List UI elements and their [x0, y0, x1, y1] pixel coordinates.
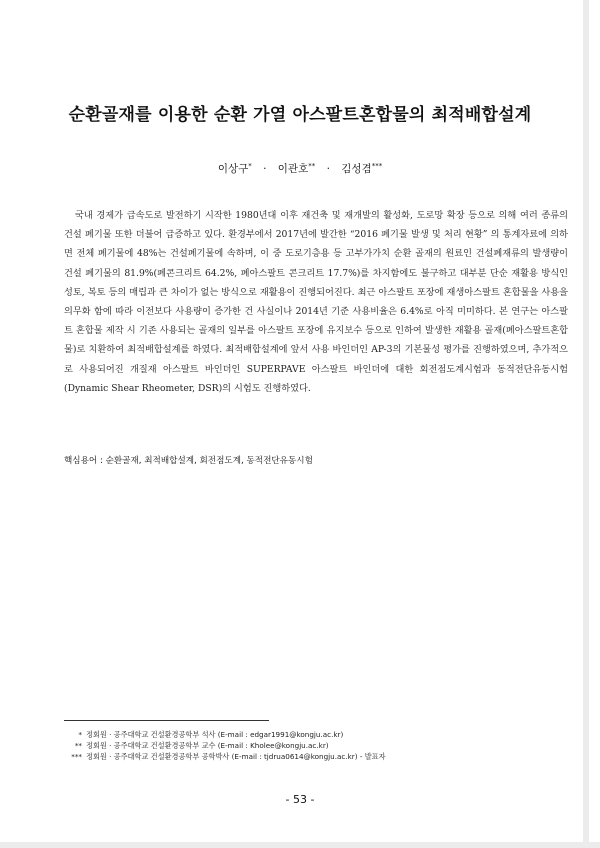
footnote-divider [64, 720, 269, 721]
footnote-text: 정회원 · 공주대학교 건설환경공학부 석사 (E-mail : edgar1991@kongju.ac.kr) [86, 730, 344, 739]
abstract-paragraph: 국내 경제가 급속도로 발전하기 시작한 1980년대 이후 재건축 및 재개발의 활성화, 도로망 확장 등으로 의해 여러 종류의 건설 폐기물 또한 더불어 급증하고 있다. 환경부에서 2017년에 발간한 “2016 폐기물 발생 및 처리 현황” 의 통계자료에 의하면 전체 폐기물에 48%는 건설폐기물에 속하며, 이 중 도로기층용 등 고부가가치 순환 골재의 원료인 건설폐재류의 발생량이 건설 폐기물의 81.9%(폐콘크리트 64.2%, 폐아스팔트 콘크리트 17.7%)를 차지함에도 불구하고 대부분 단순 재활용 방식인 성토, 복토 등의 매립과 큰 차이가 없는 방식으로 재활용이 진행되어진다. 최근 아스팔트 포장에 재생아스팔트 혼합물을 사용을 의무화 함에 따라 이전보다 사용량이 증가한 건 사실이나 2014년 기준 사용비율은 6.4%로 아직 미미하다. 본 연구는 아스팔트 혼합물 제작 시 기존 사용되는 골재의 일부를 아스팔트 포장에 유지보수 등으로 인하여 발생한 재활용 골재(폐아스팔트혼합물)로 치환하여 최적배합설계를 하였다. 최적배합설계에 앞서 사용 바인더인 AP-3의 기본물성 평가를 진행하였으며, 추가적으로 사용되어진 개질재 아스팔트 바인더인 SUPERPAVE 아스팔트 바인더에 대한 회전점도계시험과 동적전단유동시험(Dynamic Shear Rheometer, DSR)의 시험도 진행하였다. [64, 210, 568, 394]
author-separator: · [263, 163, 267, 175]
footnote-mark: * [78, 730, 82, 739]
author-mark: ** [308, 162, 316, 170]
author-mark: * [248, 162, 252, 170]
page-edge-shadow-bottom [0, 842, 600, 848]
footnote-mark: ** [74, 740, 82, 750]
footnotes [64, 730, 544, 762]
author-name: 김성겸 [341, 163, 372, 175]
page-edge-shadow-right [583, 0, 589, 848]
author-mark: *** [371, 162, 383, 170]
keywords-line: 핵심용어 : 순환골재, 최적배합설계, 회전점도계, 동적전단유동시험 [64, 456, 313, 466]
footnote-text: 정회원 · 공주대학교 건설환경공학부 교수 (E-mail : Kholee@kongju.ac.kr) [86, 740, 329, 750]
footnote-item [64, 741, 544, 752]
footnote-item [64, 752, 544, 763]
author-name: 이상구 [217, 163, 249, 175]
footnote-mark: *** [71, 751, 82, 761]
author-separator: · [326, 163, 330, 175]
paper-title: 순환골재를 이용한 순환 가열 아스팔트혼합물의 최적배합설계 [68, 105, 532, 125]
author-line [0, 161, 600, 176]
footnote-text: 정회원 · 공주대학교 건설환경공학부 공학박사 (E-mail : tjdrua0614@kongju.ac.kr) - 발표자 [86, 751, 386, 761]
footnote-item [64, 730, 544, 741]
author-name: 이관호 [277, 163, 309, 175]
page-number: - 53 - [285, 793, 315, 806]
